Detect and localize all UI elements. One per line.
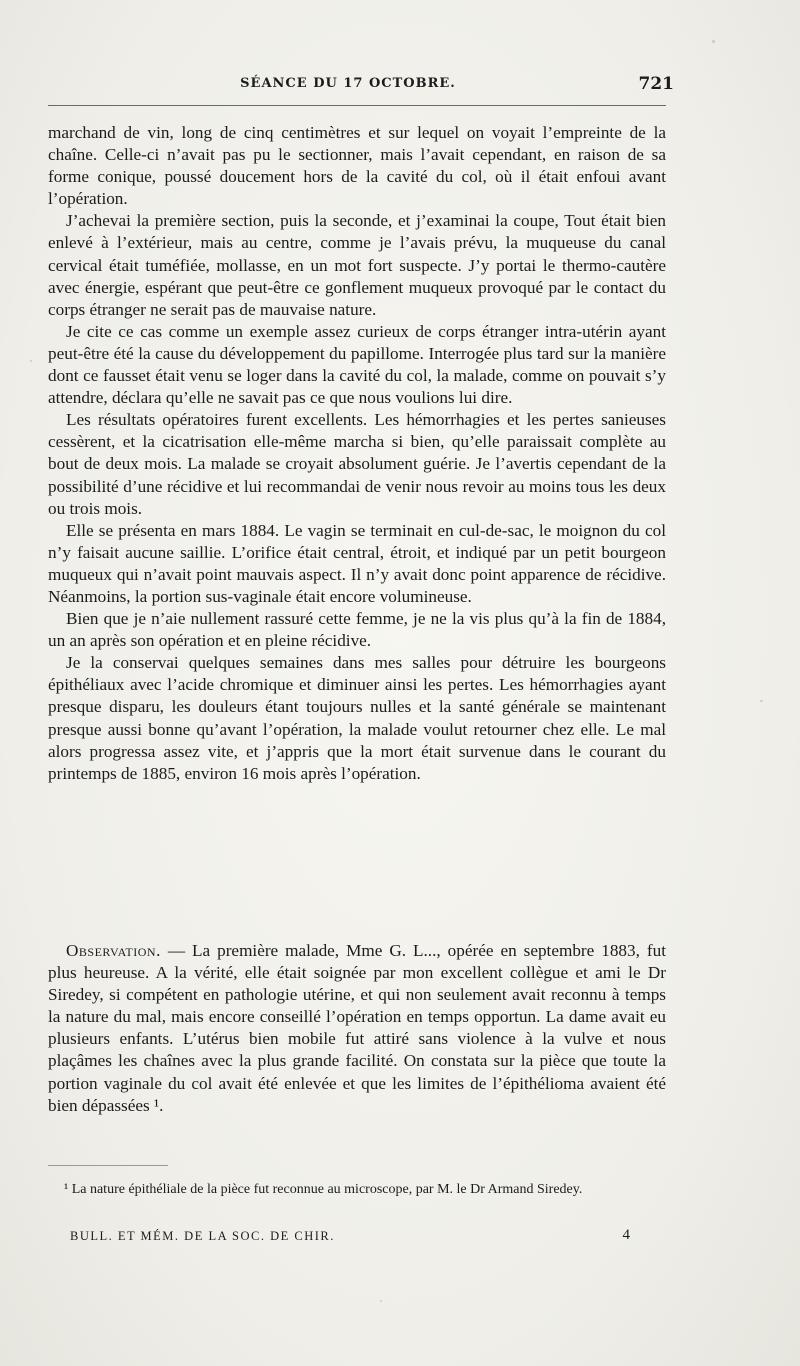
paragraph: J’achevai la première section, puis la seconde, et j’examinai la coupe, Tout était bien enlevé à l’extérieur, mais au centre, comme je l’avais prévu, la muqueuse du canal cervical était tuméfiée, mollasse, en un mot fort suspecte. J’y portai le thermo-cautère avec énergie, espérant que peut-être ce gonflement muqueux provoqué par le contact du corps étranger ne serait pas de mauvaise nature. [48, 211, 666, 319]
footnote-rule [48, 1165, 168, 1166]
signature-mark: 4 [622, 1227, 630, 1243]
body-text [48, 122, 666, 785]
observation-text: — La première malade, Mme G. L..., opérée en septembre 1883, fut plus heureuse. A la vérité, elle était soignée par mon excellent collègue et ami le Dr Siredey, si compétent en pathologie utérine, et qui non seulement avait reconnu à temps la nature du mal, mais encore conseillé l’opération en temps opportun. La dame avait eu plusieurs enfants. L’utérus bien mobile fut attiré sans violence à la vulve et nous plaçâmes les chaînes avec la plus grande facilité. On constata sur la pièce que toute la portion vaginale du col avait été enlevée et que les limites de l’épithélioma avaient été bien dépassées ¹. [48, 941, 666, 1115]
observation-label: Observation. [66, 941, 161, 960]
paragraph: Je la conservai quelques semaines dans mes salles pour détruire les bourgeons épithéliaux avec l’acide chromique et diminuer ainsi les pertes. Les hémorrhagies ayant presque disparu, les douleurs étant toujours nulles et la santé générale se maintenant presque aussi bonne qu’avant l’opération, la malade voulut retourner chez elle. Le mal alors progressa assez vite, et j’appris que la mort était survenue dans le courant du printemps de 1885, environ 16 mois après l’opération. [48, 653, 666, 783]
paragraph: Je cite ce cas comme un exemple assez curieux de corps étranger intra-utérin ayant peut-être été la cause du développement du papillome. Interrogée plus tard sur la manière dont ce fausset était venu se loger dans la cavité du col, la malade, comme on pouvait s’y attendre, déclara qu’elle ne savait pas ce que nous voulions lui dire. [48, 321, 666, 408]
paper-speckle [760, 700, 763, 702]
paragraph: Les résultats opératoires furent excellents. Les hémorrhagies et les pertes sanieuses cessèrent, et la cicatrisation elle-même marcha si bien, qu’elle paraissait complète au bout de deux mois. La malade se croyait absolument guérie. Je l’avertis cependant de la possibilité d’une récidive et lui recommandai de venir nous revoir au moins tous les deux ou trois mois. [48, 410, 666, 518]
paragraph: marchand de vin, long de cinq centimètres et sur lequel on voyait l’empreinte de la chaîne. Celle-ci n’avait pas pu le sectionner, mais l’avait cependant, en raison de sa forme conique, poussé doucement hors de la cavité du col, où il était enfoui avant l’opération. [48, 123, 666, 209]
paper-speckle [380, 1300, 382, 1302]
running-title: SÉANCE DU 17 OCTOBRE. [240, 76, 456, 91]
paper-speckle [30, 360, 32, 362]
header-rule [48, 105, 666, 106]
observation-section [48, 940, 666, 1117]
signature-title: BULL. ET MÉM. DE LA SOC. DE CHIR. [70, 1229, 335, 1243]
paragraph: Elle se présenta en mars 1884. Le vagin se terminait en cul-de-sac, le moignon du col n’y faisait aucune saillie. L’orifice était central, étroit, et indiqué par un petit bourgeon muqueux qui n’avait point mauvais aspect. Il n’y avait donc point apparence de récidive. Néanmoins, la portion sus-vaginale était encore volumineuse. [48, 520, 666, 606]
printer-signature [70, 1229, 630, 1247]
page-number: 721 [638, 74, 674, 94]
paragraph: Bien que je n’aie nullement rassuré cette femme, je ne la vis plus qu’à la fin de 1884, un an après son opération et en pleine récidive. [48, 609, 666, 651]
running-head [48, 74, 674, 98]
paper-speckle [712, 40, 715, 43]
footnote-text: ¹ La nature épithéliale de la pièce fut reconnue au microscope, par M. le Dr Armand Siredey. [64, 1182, 583, 1197]
footnote [48, 1180, 666, 1200]
observation-paragraph [48, 940, 666, 1117]
